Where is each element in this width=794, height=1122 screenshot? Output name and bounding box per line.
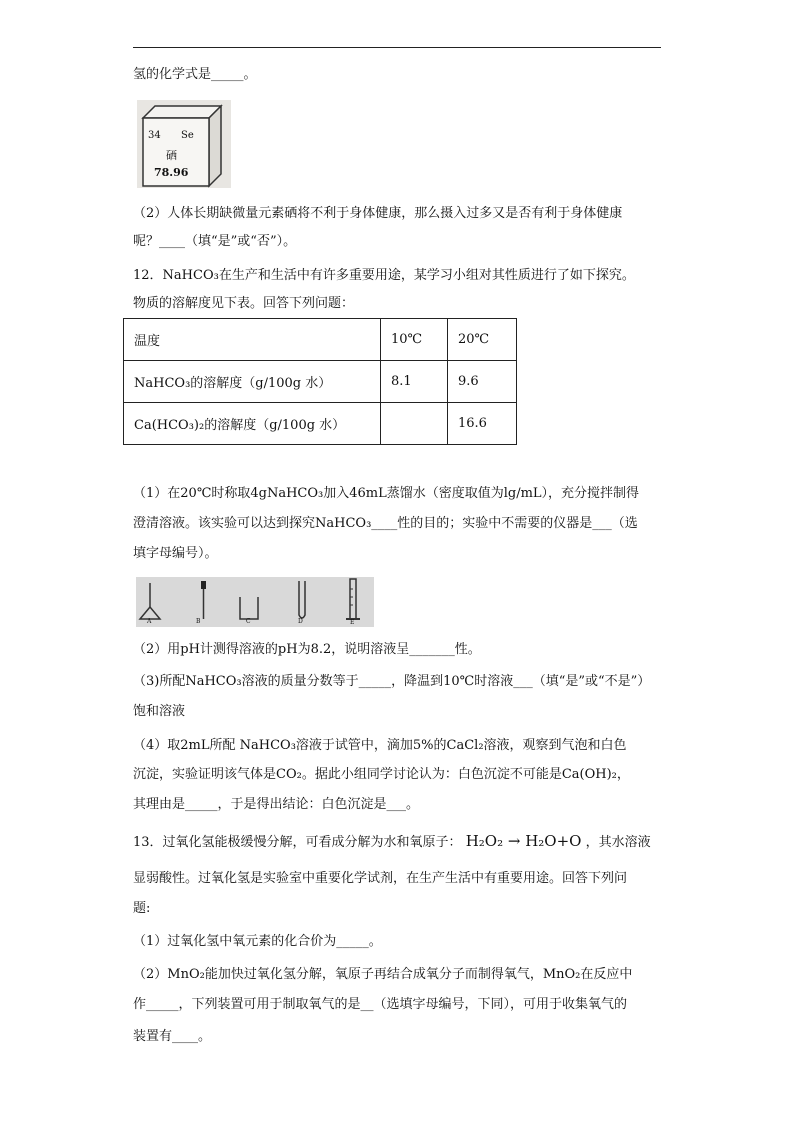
q12-line1: 12．NaHCO₃在生产和生活中有许多重要用途，某学习小组对其性质进行了如下探究。 (133, 268, 635, 283)
solubility-table (123, 318, 517, 445)
table-cell: 16.6 (448, 403, 517, 445)
table-cell (381, 403, 448, 445)
dropper-icon (201, 581, 206, 619)
table-cell: 8.1 (381, 361, 448, 403)
q12-p3-line2: 饱和溶液 (133, 704, 186, 719)
apparatus-label: A (147, 618, 152, 625)
q11-line1: 氢的化学式是_____。 (133, 67, 257, 82)
selenium-element-card (137, 100, 231, 188)
apparatus-image (136, 577, 374, 627)
table-cell: 9.6 (448, 361, 517, 403)
q12-p1-line2: 澄清溶液。该实验可以达到探究NaHCO₃____性的目的；实验中不需要的仪器是___（选 (133, 516, 638, 531)
table-header-cell: 温度 (124, 319, 381, 361)
apparatus-label: C (246, 618, 251, 625)
q13-p2-line3: 装置有____。 (133, 1029, 212, 1044)
q13-line1-tail: ，其水溶液 (585, 835, 651, 850)
element-name: 硒 (166, 149, 177, 162)
q12-p1-line1: （1）在20℃时称取4gNaHCO₃加入46mL蒸馏水（密度取值为lg/mL），充分搅拌制得 (133, 486, 640, 501)
funnel-icon (140, 583, 160, 619)
q13-line3: 题: (133, 901, 151, 916)
q13-line1 (133, 832, 651, 852)
q13-p2-line2: 作_____，下列装置可用于制取氧气的是__（选填字母编号，下同），可用于收集氧气的 (133, 997, 628, 1012)
table-cell: Ca(HCO₃)₂的溶解度（g/100g 水） (124, 403, 381, 445)
q12-p4-line1: （4）取2mL所配 NaHCO₃溶液于试管中，滴加5%的CaCl₂溶液，观察到气泡和白色 (133, 738, 627, 753)
header-rule (133, 47, 661, 48)
element-mass: 78.96 (154, 166, 189, 179)
table-row (124, 361, 517, 403)
q12-p4-line2: 沉淀，实验证明该气体是CO₂。据此小组同学讨论认为：白色沉淀不可能是Ca(OH)₂， (133, 767, 630, 782)
decomposition-equation: H₂O₂ → H₂O+O (465, 832, 582, 850)
beaker-icon (240, 597, 258, 619)
q12-p2: （2）用pH计测得溶液的pH为8.2，说明溶液呈_______性。 (133, 642, 481, 657)
table-header-cell: 10℃ (381, 319, 448, 361)
q12-line2: 物质的溶解度见下表。回答下列问题： (133, 296, 355, 311)
q13-p2-line1: （2）MnO₂能加快过氧化氢分解，氧原子再结合成氧分子而制得氧气，MnO₂在反应中 (133, 967, 633, 982)
q12-p1-line3: 填字母编号）。 (133, 546, 218, 561)
element-number: 34 (148, 130, 161, 141)
q13-line1-text: 13．过氧化氢能极缓慢分解，可看成分解为水和氧原子： (133, 835, 462, 850)
table-header-cell: 20℃ (448, 319, 517, 361)
element-symbol: Se (181, 130, 194, 141)
table-cell: NaHCO₃的溶解度（g/100g 水） (124, 361, 381, 403)
q12-p4-line3: 其理由是_____，于是得出结论：白色沉淀是___。 (133, 797, 420, 812)
test-tube-icon (299, 581, 305, 618)
q12-p3-line1: （3)所配NaHCO₃溶液的质量分数等于_____，降温到10℃时溶液___（填“是”或“不是”） (133, 674, 651, 689)
apparatus-label: B (196, 618, 201, 625)
table-row (124, 403, 517, 445)
q13-p1: （1）过氧化氢中氧元素的化合价为_____。 (133, 934, 382, 949)
q11-p2-line1: （2）人体长期缺微量元素硒将不利于身体健康，那么摄入过多又是否有利于身体健康 (133, 206, 623, 221)
table-row (124, 319, 517, 361)
apparatus-label: E (350, 619, 355, 626)
q11-p2-line2: 呢？____（填“是”或“否”）。 (133, 234, 297, 249)
graduated-cylinder-icon (346, 579, 360, 619)
apparatus-label: D (298, 618, 303, 625)
q13-line2: 显弱酸性。过氧化氢是实验室中重要化学试剂，在生产生活中有重要用途。回答下列问 (133, 871, 628, 886)
